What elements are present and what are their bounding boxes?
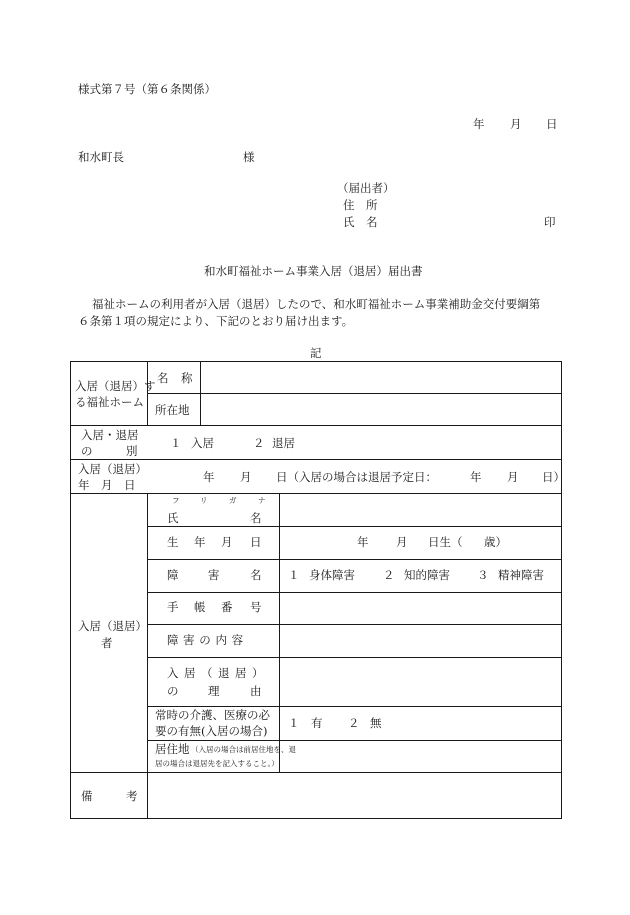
reason-label2-char-2: 理 (208, 684, 220, 698)
table-border-top (70, 361, 562, 362)
disability-opt2-no: ２ (383, 568, 395, 582)
entry-date-day: 日（入居の場合は退居予定日： (276, 470, 437, 484)
type-label-2a: の (81, 444, 93, 458)
hline-facility-mid (147, 393, 562, 394)
shimei-label-1: 氏 (167, 511, 179, 525)
reason-label2-char-3: 由 (250, 684, 262, 698)
reason-label-char-6: ） (252, 666, 264, 680)
form-number: 様式第７号（第６条関係） (78, 82, 216, 96)
type-opt1: 入居 (191, 436, 214, 450)
reason-label-char-1: 入 (167, 666, 179, 680)
disability-opt1: 身体障害 (309, 568, 355, 582)
birth-month: 月 (396, 535, 408, 549)
facility-name-label-2: 称 (181, 371, 193, 385)
handbook-label-char-3: 番 (221, 600, 233, 614)
residence-note-2: 居の場合は退居先を記入すること。） (155, 759, 279, 768)
hline-after-type (70, 459, 562, 460)
divider-col-person (147, 493, 148, 819)
disability-opt3: 精神障害 (498, 568, 544, 582)
reason-label-char-2: 居 (184, 666, 196, 680)
type-label-1: 入居・退居 (81, 428, 139, 442)
birth-year: 年 (357, 535, 369, 549)
handbook-label-char-1: 手 (167, 600, 179, 614)
type-opt1-no: １ (170, 436, 182, 450)
furigana-char-3: ガ (229, 496, 237, 505)
hline-after-residence (70, 772, 562, 773)
care-opt2-no: ２ (348, 716, 360, 730)
hline-after-date (70, 493, 562, 494)
facility-label-1: 入居（退居）す (75, 379, 156, 393)
care-label-2: 要の有無(入居の場合) (155, 724, 268, 738)
entry-date-year: 年 (203, 470, 215, 484)
care-opt1: 有 (311, 716, 323, 730)
disability-label-char-2: 害 (208, 568, 220, 582)
date-year: 年 (473, 117, 485, 131)
furigana-char-4: ナ (258, 496, 266, 505)
hline-after-handbook (147, 624, 562, 625)
table-border-left (70, 361, 71, 819)
addressee: 和水町長 (78, 150, 124, 164)
care-opt2: 無 (370, 716, 382, 730)
person-label-1: 入居（退居） (78, 619, 147, 633)
applicant-heading: （届出者） (337, 181, 395, 195)
table-border-bottom (70, 818, 562, 819)
hline-after-birth (147, 559, 562, 560)
exit-plan-month: 月 (507, 470, 519, 484)
facility-label-2: る福祉ホーム (75, 395, 144, 409)
disability-opt2: 知的障害 (404, 568, 450, 582)
disability-opt1-no: １ (288, 568, 300, 582)
residence-note-1: （入居の場合は前居住地を、退 (191, 745, 296, 754)
hline-after-care (147, 740, 562, 741)
reason-label2-char-1: の (167, 684, 179, 698)
disability-label-char-3: 名 (250, 568, 262, 582)
birth-label-char-1: 生 (167, 535, 179, 549)
reason-label-char-5: 居 (235, 666, 247, 680)
disability-opt3-no: ３ (477, 568, 489, 582)
honorific: 様 (243, 150, 255, 164)
care-label-1: 常時の介護、医療の必 (155, 708, 270, 722)
remarks-label-char-2: 考 (126, 789, 138, 803)
seal-mark: 印 (544, 215, 556, 229)
date-day: 日 (546, 117, 558, 131)
name-label: 氏 名 (343, 215, 378, 229)
shimei-label-2: 名 (250, 511, 262, 525)
birth-label-char-2: 年 (194, 535, 206, 549)
hline-after-content (147, 657, 562, 658)
table-border-right (561, 361, 562, 819)
furigana-char-2: リ (200, 496, 208, 505)
type-label-2b: 別 (126, 444, 138, 458)
hline-after-facility (70, 425, 562, 426)
hline-after-reason (147, 706, 562, 707)
date-label-2: 年 月 日 (78, 478, 136, 492)
remarks-label-char-1: 備 (81, 789, 93, 803)
birth-label-char-3: 月 (221, 535, 233, 549)
handbook-label-char-4: 号 (250, 600, 262, 614)
facility-location-label: 所在地 (155, 403, 190, 417)
handbook-label-char-2: 帳 (194, 600, 206, 614)
person-label-2: 者 (101, 636, 113, 650)
type-opt2: 退居 (272, 436, 295, 450)
facility-name-label-1: 名 (157, 371, 169, 385)
exit-plan-day: 日） (542, 470, 565, 484)
body-line-2: ６条第１項の規定により、下記のとおり届け出ます。 (78, 314, 354, 328)
body-line-1: 福祉ホームの利用者が入居（退居）したので、和水町福祉ホーム事業補助金交付要綱第 (92, 297, 541, 311)
birth-label-char-4: 日 (250, 535, 262, 549)
document-title: 和水町福祉ホーム事業入居（退居）届出書 (204, 264, 423, 278)
hline-after-name (147, 526, 562, 527)
hline-after-disability (147, 592, 562, 593)
exit-plan-year: 年 (470, 470, 482, 484)
birth-age: 歳） (484, 535, 507, 549)
entry-date-month: 月 (240, 470, 252, 484)
birth-day: 日生（ (428, 535, 463, 549)
divider-col-person-inner (279, 493, 280, 772)
furigana-char-1: フ (172, 496, 180, 505)
disability-content-label: 障 害 の 内 容 (167, 633, 244, 647)
reason-label-char-4: 退 (218, 666, 230, 680)
ki-heading: 記 (310, 346, 322, 360)
residence-label: 居住地 (155, 742, 190, 756)
reason-label-char-3: （ (201, 666, 213, 680)
date-label-1: 入居（退居） (78, 462, 147, 476)
disability-label-char-1: 障 (167, 568, 179, 582)
care-opt1-no: １ (288, 716, 300, 730)
address-label: 住 所 (343, 198, 378, 212)
date-month: 月 (510, 117, 522, 131)
type-opt2-no: ２ (253, 436, 265, 450)
